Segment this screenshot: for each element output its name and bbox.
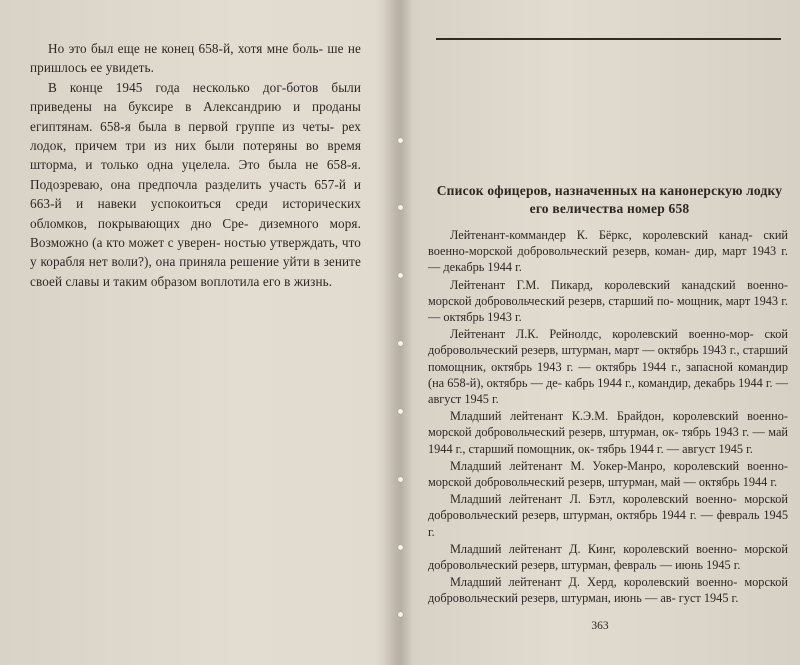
binding-dot [398,341,403,346]
binding-dot [398,477,403,482]
binding-dot [398,612,403,617]
binding-dot [398,273,403,278]
officer-list-title: Список офицеров, назначенных на канонерскую лодку его величества номер 658 [436,183,783,216]
officer-entry: Лейтенант Г.М. Пикард, королевский канадский военно-морской добровольческий резерв, старший по- мощник, март 1943 г. — октябрь 1943 г. [428,277,788,325]
officer-entry: Лейтенант Л.К. Рейнолдс, королевский военно-мор- ской добровольческий резерв, штурман, март — октябрь 1943 г., старший помощник, октябрь 1943 г. — октябрь 1944 г., запасной командир (на 658-й), октябрь — де- кабрь 1944 г., командир, декабрь 1944 г. — август 1945 г. [428,327,788,407]
binding-dot [398,205,403,210]
officer-list [428,227,788,608]
right-page [400,0,800,665]
officer-entry: Младший лейтенант М. Уокер-Манро, королевский военно-морской добровольческий резерв, штурман, май — октябрь 1944 г. [428,458,788,490]
left-paragraph-2: В конце 1945 года несколько дог-ботов были приведены на буксире в Александрию и проданы египтянам. 658-я была в первой группе из четы- рех лодок, причем три из них были потеряны во время шторма, и только одна уцелела. Это была не 658-я. Подозреваю, она предпочла разделить участь 657-й и 663-й и навеки успокоиться среди исторических обломков, покрывающих дно Сре- диземного моря. Возможно (а кто может с уверен- ностью утверждать, что у корабля нет воли?), она приняла решение уйти в зените своей славы и таким образом воплотила его в жизнь. [30,79,361,289]
binding-dot [398,409,403,414]
officer-entry: Лейтенант-коммандер К. Бёркс, королевский канад- ский военно-морской добровольческий резерв, коман- дир, март 1943 г. — декабрь 1944 г. [428,228,788,275]
top-rule [436,38,781,40]
left-paragraph-1: Но это был еще не конец 658-й, хотя мне боль- ше не пришлось ее увидеть. [30,41,361,76]
page-number: 363 [591,620,609,632]
officer-entry: Младший лейтенант Л. Бэтл, королевский военно- морской добровольческий резерв, штурман, октябрь 1944 г. — февраль 1945 г. [428,492,788,539]
binding-dot [398,138,403,143]
left-page-text [30,39,361,291]
officer-entry: Младший лейтенант Д. Херд, королевский военно- морской добровольческий резерв, штурман, июнь — ав- густ 1945 г. [428,575,788,606]
officer-entry: Младший лейтенант Д. Кинг, королевский военно- морской добровольческий резерв, штурман, февраль — июнь 1945 г. [428,541,788,573]
left-page [0,0,392,665]
binding-dot [398,545,403,550]
officer-entry: Младший лейтенант К.Э.М. Брайдон, королевский военно-морской добровольческий резерв, штурман, ок- тябрь 1943 г. — май 1944 г., старший помощник, ок- тябрь 1944 г. — август 1945 г. [428,409,788,456]
